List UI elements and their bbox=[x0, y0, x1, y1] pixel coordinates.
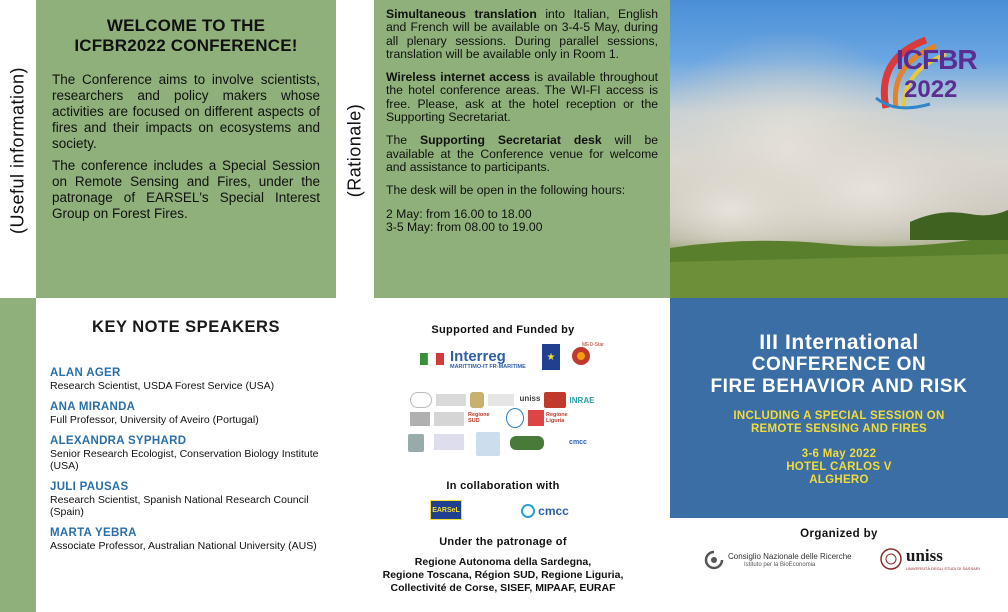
speaker-item bbox=[50, 527, 322, 552]
welcome-paragraph-2: The conference includes a Special Session on Remote Sensing and Fires, under the patronage of EARSEL's Special Interest Group on Forest Fires. bbox=[52, 158, 320, 221]
partner-logo bbox=[436, 394, 466, 406]
partner-logo bbox=[434, 412, 464, 426]
welcome-title-line1: WELCOME TO THE bbox=[106, 16, 266, 35]
speaker-name: ALEXANDRA SYPHARD bbox=[50, 435, 187, 447]
med-star-icon bbox=[570, 345, 592, 367]
logo-year: 2022 bbox=[904, 76, 958, 103]
middle-side-strip bbox=[336, 0, 374, 298]
icfbr-logo bbox=[866, 28, 996, 118]
conference-line-2: CONFERENCE ON bbox=[751, 354, 927, 375]
patronage-line-2: Regione Toscana, Région SUD, Regione Liguria, bbox=[382, 569, 624, 581]
organized-by-label: Organized by bbox=[800, 528, 878, 540]
med-star-text: MED-Star bbox=[582, 342, 604, 348]
speaker-name: ANA MIRANDA bbox=[50, 401, 136, 413]
patronage-line-3: Collectivité de Corse, SISEF, MIPAAF, EURAF bbox=[390, 582, 616, 594]
wifi-info bbox=[386, 71, 658, 124]
partner-logo bbox=[488, 394, 514, 406]
left-side-strip bbox=[0, 0, 36, 298]
wifi-bold: Wireless internet access bbox=[386, 70, 530, 85]
desk-text: will be available at the Conference venue for welcome and assistance to participants. bbox=[386, 133, 658, 174]
useful-information-label: (Useful information) bbox=[7, 66, 28, 235]
uniss-logo bbox=[880, 546, 1000, 580]
partner-logo bbox=[510, 436, 544, 450]
cnr-logo bbox=[704, 548, 852, 578]
conference-sub-1: INCLUDING A SPECIAL SESSION ON bbox=[733, 410, 945, 422]
desk-open-text: The desk will be open in the following hours: bbox=[386, 183, 626, 198]
speaker-role: Associate Professor, Australian National University (AUS) bbox=[50, 540, 317, 552]
desk-hours-2: 3-5 May: from 08.00 to 19.00 bbox=[386, 219, 543, 234]
logo-brand: ICFBR bbox=[896, 44, 977, 75]
keynote-title: KEY NOTE SPEAKERS bbox=[92, 318, 280, 336]
keynote-panel bbox=[36, 298, 336, 612]
cmcc-name: cmcc bbox=[538, 504, 569, 518]
cmcc-swirl-icon bbox=[521, 504, 535, 518]
speaker-name: ALAN AGER bbox=[50, 367, 121, 379]
speaker-item bbox=[50, 367, 322, 392]
partner-logo bbox=[408, 434, 424, 452]
conference-line-1: III International bbox=[759, 331, 919, 354]
funded-by-label: Supported and Funded by bbox=[431, 324, 575, 336]
patronage-label: Under the patronage of bbox=[439, 536, 567, 548]
partner-logo bbox=[528, 410, 544, 426]
cnr-emblem-icon bbox=[704, 550, 724, 570]
welcome-title-line2: ICFBR2022 CONFERENCE! bbox=[74, 36, 298, 55]
speaker-name: MARTA YEBRA bbox=[50, 527, 137, 539]
eu-flag-icon: ★ bbox=[542, 344, 560, 370]
welcome-title bbox=[52, 16, 320, 56]
interreg-sub: MARITTIMO-IT FR-MARITIME bbox=[450, 363, 526, 370]
info-panel bbox=[374, 0, 670, 298]
regione-sud-logo: Regione SUD bbox=[468, 412, 490, 424]
desk-bold: Supporting Secretariat desk bbox=[419, 133, 602, 148]
interreg-logo bbox=[420, 342, 540, 376]
left-green-strip bbox=[0, 298, 36, 612]
speaker-item bbox=[50, 435, 322, 472]
wildfire-photo bbox=[670, 0, 1008, 298]
organized-by-panel bbox=[670, 518, 1008, 612]
conference-venue: HOTEL CARLOS V bbox=[786, 461, 892, 473]
conference-line-3: FIRE BEHAVIOR AND RISK bbox=[710, 376, 968, 397]
welcome-paragraph-1: The Conference aims to involve scientists, researchers and policy makers whose activities are focused on different aspects of fires and their impacts on ecosystems and society. bbox=[52, 72, 320, 151]
speaker-role: Senior Research Ecologist, Conservation Biology Institute (USA) bbox=[50, 448, 319, 472]
supporters-panel bbox=[336, 298, 670, 612]
regione-liguria-logo: Regione Liguria bbox=[546, 412, 568, 424]
desk-hours-1: 2 May: from 16.00 to 18.00 bbox=[386, 206, 532, 221]
conference-title-panel bbox=[670, 298, 1008, 518]
cnr-name: Consiglio Nazionale delle Ricerche bbox=[728, 552, 852, 561]
speaker-role: Full Professor, University of Aveiro (Portugal) bbox=[50, 414, 259, 426]
partner-logo bbox=[544, 392, 566, 408]
uniss-seal-icon bbox=[880, 548, 902, 570]
desk-pre: The bbox=[386, 133, 420, 148]
sardegna-crest-icon bbox=[470, 392, 484, 408]
cnr-institute: Istituto per la BioEconomia bbox=[744, 562, 816, 568]
conference-sub-2: REMOTE SENSING AND FIRES bbox=[750, 423, 928, 435]
uniss-small-logo: uniss bbox=[519, 393, 541, 403]
inrae-logo: INRAE bbox=[569, 395, 595, 405]
desk-info bbox=[386, 134, 658, 174]
speaker-item bbox=[50, 401, 322, 426]
welcome-panel bbox=[36, 0, 336, 298]
partner-logo bbox=[410, 392, 432, 408]
speaker-name: JULI PAUSAS bbox=[50, 481, 129, 493]
conference-dates: 3-6 May 2022 bbox=[801, 448, 877, 460]
cmcc-logo bbox=[520, 502, 570, 520]
rationale-label: (Rationale) bbox=[344, 103, 365, 198]
uniss-sub: UNIVERSITÀ DEGLI STUDI DI SASSARI bbox=[906, 566, 980, 571]
speaker-item bbox=[50, 481, 322, 518]
interreg-name: Interreg bbox=[450, 347, 506, 365]
translation-bold: Simultaneous translation bbox=[386, 7, 537, 21]
wifi-text: is available throughout the hotel conference areas. The WI-FI access is free. Please, ask at the hotel reception or the Supporting Secretariat. bbox=[386, 70, 658, 125]
patronage-line-1: Regione Autonoma della Sardegna, bbox=[414, 556, 592, 568]
speaker-role: Research Scientist, USDA Forest Service (USA) bbox=[50, 380, 275, 392]
conference-city: ALGHERO bbox=[809, 474, 869, 486]
partner-logo bbox=[410, 412, 430, 426]
interreg-flag-icon bbox=[420, 351, 446, 367]
translation-info bbox=[386, 8, 658, 61]
partner-logo bbox=[434, 434, 464, 450]
uniss-name: uniss bbox=[906, 546, 943, 565]
translation-text: into Italian, English and French will be available on 3-4-5 May, during all plenary sessions. During parallel sessions, translation will be available only in Room 1. bbox=[386, 7, 658, 61]
partner-logo bbox=[506, 408, 524, 428]
speaker-role: Research Scientist, Spanish National Research Council (Spain) bbox=[50, 494, 309, 518]
partner-logo bbox=[476, 432, 500, 456]
earsel-logo: EARSeL bbox=[430, 500, 462, 520]
cmcc-small-logo: cmcc bbox=[569, 438, 587, 446]
collaboration-label: In collaboration with bbox=[446, 480, 560, 492]
